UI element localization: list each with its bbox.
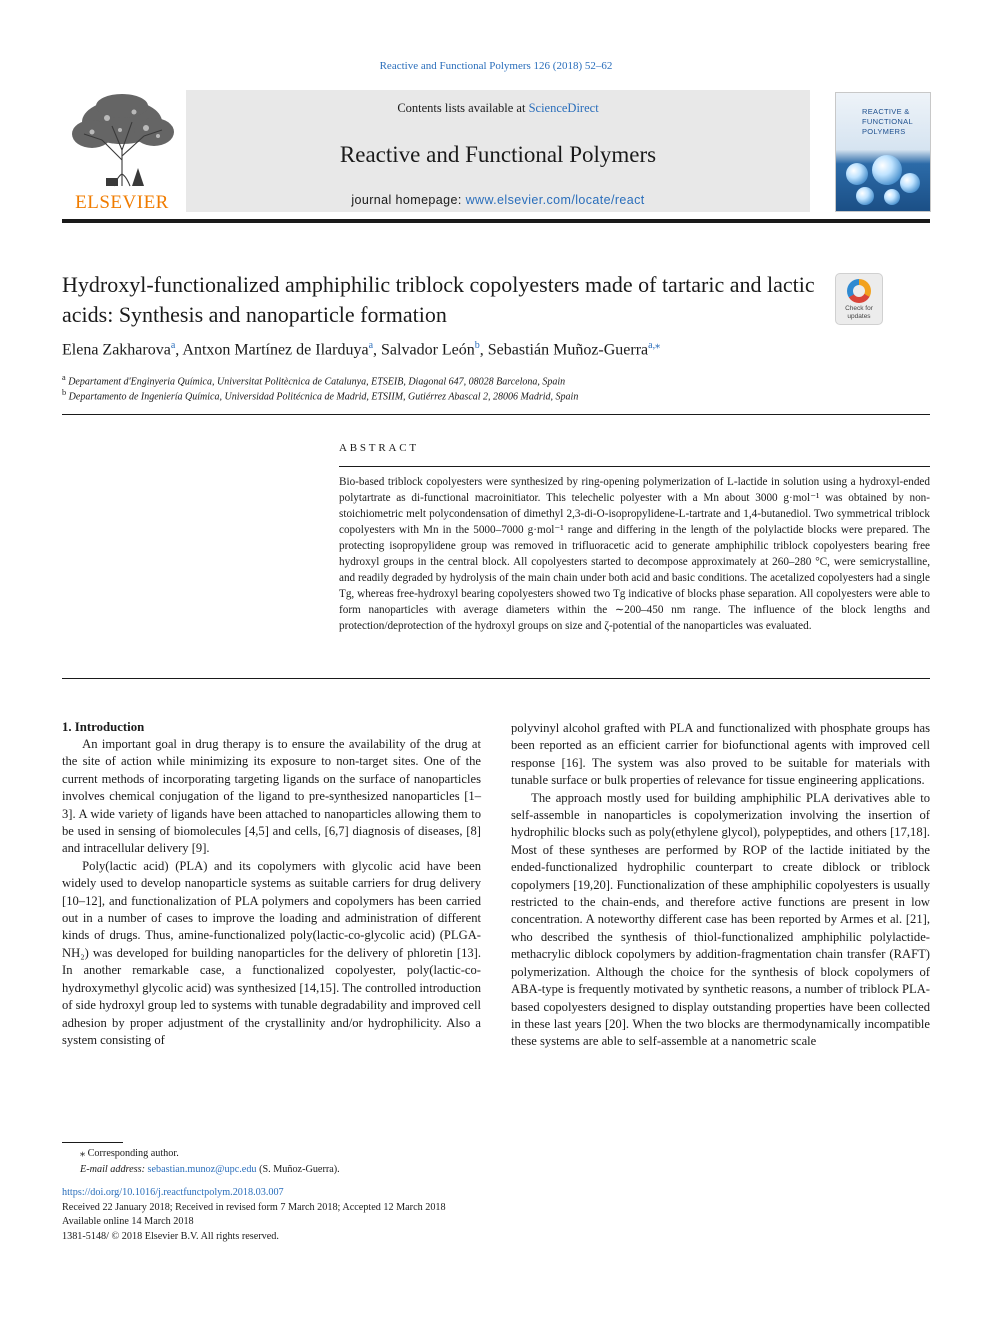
body-paragraph: polyvinyl alcohol grafted with PLA and functionalized with phosphate groups has been reported as an efficient carrier for biofunctional agents with improved cell response [16]. The system was also proved to be suitable for materials with tunable surface or bulk properties of relevance for tissue engineering applications. xyxy=(511,721,930,788)
body-paragraph: An important goal in drug therapy is to ensure the availability of the drug at the site of action while minimizing its exposure to non-target sites. One of the current methods of incorporating targeting ligands on the surface of nanoparticles involves chemical conjugation of the ligand to pre-synthesized nanoparticles [1–3]. A wide variety of ligands have been attached to nanoparticles allowing them to be used in sensing of biomolecules [4,5] and cells, [6,7] diagnosis of diseases, [8] and intracellular delivery [9]. xyxy=(62,737,481,856)
corresponding-author-note: ⁎ Corresponding author. xyxy=(80,1148,179,1159)
author-name[interactable]: Elena Zakharova xyxy=(62,341,171,359)
body-column-right xyxy=(511,720,930,1051)
author-affiliation-marker[interactable]: b xyxy=(474,340,480,351)
author-list: Elena Zakharova$^a$, Antxon Martínez de Ilarduya$^a$, Salvador León$^b$, Sebastián Muñoz-Guerra$^{a,⁎}$ xyxy=(62,340,661,359)
doi-link[interactable]: https://doi.org/10.1016/j.reactfunctpolym.2018.03.007 xyxy=(62,1187,284,1198)
email-note: E-mail address: sebastian.munoz@upc.edu (S. Muñoz-Guerra). xyxy=(80,1163,340,1175)
online-date: Available online 14 March 2018 xyxy=(62,1216,194,1227)
crossmark-icon xyxy=(847,279,871,303)
cover-bubble xyxy=(872,155,902,185)
badge-label: Check for updates xyxy=(845,305,873,320)
author-name[interactable]: Sebastián Muñoz-Guerra xyxy=(487,341,649,359)
email-link[interactable]: sebastian.munoz@upc.edu xyxy=(147,1163,257,1175)
elsevier-tree-logo xyxy=(62,90,182,212)
author-affiliation-marker[interactable]: a xyxy=(170,340,176,351)
sciencedirect-link[interactable]: ScienceDirect xyxy=(528,101,599,115)
footnotes xyxy=(62,1146,662,1177)
author-affiliation-marker[interactable]: a,⁎ xyxy=(648,340,661,351)
cover-bubble xyxy=(846,163,868,185)
journal-header xyxy=(62,90,930,220)
journal-title: Reactive and Functional Polymers xyxy=(339,142,657,167)
cover-title: REACTIVE & FUNCTIONAL POLYMERS xyxy=(862,107,913,136)
homepage-link[interactable]: www.elsevier.com/locate/react xyxy=(465,193,645,207)
copyright-line: 1381-5148/ © 2018 Elsevier B.V. All rights reserved. xyxy=(62,1230,279,1242)
cover-bubble xyxy=(884,189,900,205)
section-heading: 1. Introduction xyxy=(62,720,145,734)
cover-bubble xyxy=(900,173,920,193)
journal-citation[interactable]: Reactive and Functional Polymers 126 (2018) 52–62 xyxy=(379,60,613,72)
author-name[interactable]: Salvador León xyxy=(381,341,475,359)
author-affiliation-marker[interactable]: a xyxy=(368,340,374,351)
body-paragraph: Poly(lactic acid) (PLA) and its copolymers with glycolic acid have been widely used to develop nanoparticle systems as suitable carriers for drug delivery [10–12], and functionalization of PLA polymers and copolymers has been carried out in a number of cases to improve the loading and administration of different kinds of drugs. Thus, amine-functionalized poly(lactic-co-glycolic acid) (PLGA-NH₂) was developed for building nanoparticles for the delivery of phloretin [13]. In another remarkable case, a functionalized copolyester, poly(lactic-co-hydroxymethyl glycolic acid) was synthesized [14,15]. The controlled introduction of side hydroxyl group led to systems with tunable degradability and improved cell adhesion by proper adjustment of the crystallinity and/or hydrophilicity. Also a system consisting of xyxy=(62,858,482,1047)
received-dates: Received 22 January 2018; Received in revised form 7 March 2018; Accepted 12 March 2018 xyxy=(62,1201,446,1213)
journal-masthead xyxy=(186,90,810,212)
contents-line: Contents lists available at ScienceDirect xyxy=(397,101,599,115)
publication-info xyxy=(62,1186,662,1244)
elsevier-wordmark: ELSEVIER xyxy=(75,192,169,213)
homepage-line: journal homepage: www.elsevier.com/locate/react xyxy=(351,193,645,207)
check-for-updates-badge[interactable] xyxy=(835,273,883,325)
article-title: Hydroxyl-functionalized amphiphilic triblock copolyesters made of tartaric and lactic acids: Synthesis and nanoparticle formation xyxy=(62,272,815,327)
affiliation: $^a$ Departament d'Enginyeria Química, Universitat Politècnica de Catalunya, ETSEIB, Diagonal 647, 08028 Barcelona, Spain xyxy=(62,373,566,388)
abstract-text: Bio-based triblock copolyesters were synthesized by ring-opening polymerization of L-lactide in solution using a hydroxyl-ended polytartrate as di-functional macroinitiator. This telechelic polyester with a Mn about 3000 g·mol⁻¹ was obtained by non-stoichiometric melt polycondensation of dimethyl 2,3-di-O-isopropylidene-L-tartrate and 1,4-butanediol. Two symmetrical triblock copolyesters with Mn in the 5000–7000 g·mol⁻¹ range and differing in the length of the polylactide blocks were prepared. The protecting isopropylidene group was removed in trifluoracetic acid to generate amphiphilic triblock copolyesters bearing free hydroxyl groups in the central block. All copolyesters started to decompose approximately at 260–280 °C, were semicrystalline, and readily degraded by hydrolysis of the main chain under both acid and basic conditions. The acetalized copolyesters had a single Tg, whereas free-hydroxyl bearing copolyesters showed two Tg indicative of blocks phase separation. All copolyesters were able to form nanoparticles with average diameters within the ∼200–450 nm range. The influence of the block lengths and protection/deprotection of the hydroxyl groups on size and ζ-potential of the nanoparticles was evaluated. xyxy=(339,476,930,632)
abstract-divider xyxy=(339,466,930,467)
section-divider xyxy=(62,678,930,679)
affiliation: $^b$ Departamento de Ingeniería Química, Universidad Politécnica de Madrid, ETSIIM, Gutiérrez Abascal 2, 28006 Madrid, Spain xyxy=(62,388,579,403)
footnote-divider xyxy=(62,1142,123,1143)
body-paragraph: The approach mostly used for building amphiphilic PLA derivatives able to self-assemble in nanoparticles is copolymerization involving the insertion of hydrophilic blocks such as poly(ethylene glycol), polypeptides, and others [17,18]. Most of these syntheses are performed by ROP of the lactide initiated by the ended-functionalized hydrophilic counterpart to create diblock or triblock copolymers [19,20]. Functionalization of these amphiphilic copolyesters is usually restricted to the chain-ends, and therefore active functions are present in low concentration. A noteworthy different case has been reported by Armes et al. [21], who described the synthesis of thiol-functionalized amphiphilic polylactide-methacrylic diblock copolymers by addition-fragmentation chain transfer (RAFT) polymerization. Although the choice for the synthesis of block copolymers of ABA-type is frequently motivated by synthetic reasons, a number of triblock PLA-based copolyesters designed to display outstanding properties have been collected in these last years [20]. When the two blocks are thermodynamically incompatible these systems are able to self-assemble at a nanometric scale xyxy=(511,790,930,1049)
body-column-left xyxy=(62,736,481,1049)
abstract-heading: ABSTRACT xyxy=(339,442,419,454)
cover-bubble xyxy=(856,187,874,205)
journal-cover-thumbnail[interactable] xyxy=(835,92,931,212)
section-divider xyxy=(62,414,930,415)
header-divider xyxy=(62,219,930,223)
author-name[interactable]: Antxon Martínez de Ilarduya xyxy=(182,341,369,359)
